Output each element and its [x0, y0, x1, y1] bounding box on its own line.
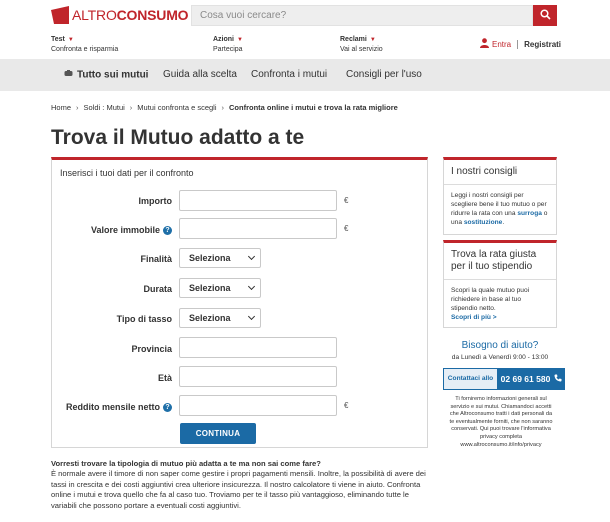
provincia-input[interactable]	[179, 337, 337, 358]
durata-label: Durata	[143, 284, 172, 294]
search-icon	[540, 9, 551, 22]
user-icon	[480, 38, 489, 50]
subnav-guida-alla-scelta[interactable]: Guida alla scelta	[163, 69, 237, 80]
consigli-card	[443, 157, 557, 235]
breadcrumb-separator: ›	[129, 103, 133, 112]
euro-symbol: €	[344, 224, 349, 233]
search-input[interactable]: Cosa vuoi cercare?	[191, 5, 533, 26]
form-intro: Inserisci i tuoi dati per il confronto	[60, 168, 194, 178]
chevron-down-icon	[248, 283, 255, 290]
valore-immobile-label: Valore immobile ?	[91, 225, 172, 235]
piggy-bank-icon	[64, 59, 73, 91]
consigli-title: I nostri consigli	[451, 166, 518, 177]
consigli-body: Leggi i nostri consigli per scegliere bene il tuo mutuo o per ridurre la rata con una surroga o una sostituzione.	[451, 192, 548, 226]
subnav-consigli-per-uso[interactable]: Consigli per l'uso	[346, 69, 422, 80]
mortgage-form	[51, 157, 428, 448]
importo-label: Importo	[138, 196, 172, 206]
breadcrumb-home[interactable]: Home	[51, 103, 72, 112]
importo-input[interactable]	[179, 190, 337, 211]
euro-symbol: €	[344, 401, 349, 410]
sostituzione-link[interactable]: sostituzione	[463, 219, 503, 226]
topnav-azioni[interactable]: Azioni ▼ Partecipa	[213, 36, 243, 53]
register-link[interactable]: Registrati	[524, 39, 562, 49]
privacy-note: Ti forniremo informazioni generali sul servizio e sui mutui. Chiamandoci accetti che Altroconsumo tratti i dati personali da te eventualmente forniti, che non saranno conservati. Qui puoi trovare l'informativa privacy completa www.altroconsumo.it/info/privacy	[449, 396, 553, 448]
rata-title: Trova la rata giusta per il tuo stipendio	[451, 249, 537, 272]
finalita-label: Finalità	[140, 254, 172, 264]
subnav-tutto-sui-mutui[interactable]: Tutto sui mutui	[64, 59, 148, 91]
breadcrumb-separator: ›	[221, 103, 225, 112]
info-text	[51, 459, 428, 511]
finalita-select[interactable]: Seleziona	[179, 248, 261, 268]
contact-button[interactable]: Contattaci allo	[443, 368, 498, 390]
subnav-confronta-i-mutui[interactable]: Confronta i mutui	[251, 69, 328, 80]
altroconsumo-logo[interactable]	[51, 5, 188, 25]
help-icon[interactable]: ?	[163, 226, 172, 235]
help-hours: da Lunedì a Venerdì 9:00 - 13:00	[451, 354, 549, 361]
login-link[interactable]: Entra	[492, 39, 512, 49]
divider	[517, 40, 518, 49]
surroga-link[interactable]: surroga	[517, 210, 542, 217]
logo-wordmark: ALTROCONSUMO	[72, 7, 189, 23]
provincia-label: Provincia	[131, 344, 172, 354]
help-title: Bisogno di aiuto?	[461, 340, 539, 351]
breadcrumb-separator: ›	[76, 103, 79, 112]
valore-immobile-input[interactable]	[179, 218, 337, 239]
phone-icon	[554, 374, 562, 384]
euro-symbol: €	[344, 196, 349, 205]
topnav-test[interactable]: Test ▼ Confronta e risparmia	[51, 36, 119, 53]
chevron-down-icon	[248, 313, 255, 320]
secondary-nav	[0, 59, 610, 91]
breadcrumb-mutui-confronta[interactable]: Mutui confronta e scegli	[137, 103, 217, 112]
continua-button[interactable]: CONTINUA	[180, 423, 256, 444]
reddito-label: Reddito mensile netto ?	[66, 402, 172, 412]
breadcrumb-current: Confronta online i mutui e trova la rata migliore	[229, 103, 398, 112]
rata-body: Scopri la quale mutuo puoi richiedere in base al tuo stipendio netto. Scopri di più >	[451, 287, 530, 321]
help-icon[interactable]: ?	[163, 403, 172, 412]
phone-button[interactable]: 02 69 61 580	[498, 368, 565, 390]
chevron-down-icon	[248, 253, 255, 260]
divider	[444, 184, 556, 185]
caret-down-icon: ▼	[67, 37, 74, 43]
account-links	[480, 38, 561, 50]
eta-label: Età	[157, 373, 172, 383]
tipo-tasso-select[interactable]: Seleziona	[179, 308, 261, 328]
durata-select[interactable]: Seleziona	[179, 278, 261, 298]
eta-input[interactable]	[179, 366, 337, 387]
divider	[444, 279, 556, 280]
info-body: È normale avere il timore di non saper come gestire i propri pagamenti mensili. Inoltre, la possibilità di avere dei tassi in crescita e dei costi aggiuntivi crea ulteriore insicurezza. Il nostro calcolatore ti viene in aiuto. Confronta online i mutui e trova quello che fa al caso tuo. Troviamo per te il tasso più vantaggioso, eliminando tutte le variabili che possono portare a eventuali costi aggiuntivi.	[51, 469, 426, 510]
caret-down-icon: ▼	[237, 37, 243, 43]
search-button[interactable]	[533, 5, 557, 26]
contact-row	[443, 368, 565, 390]
rata-card	[443, 240, 557, 328]
topnav-reclami[interactable]: Reclami ▼ Vai al servizio	[340, 36, 383, 53]
info-question: Vorresti trovare la tipologia di mutuo più adatta a te ma non sai come fare?	[51, 459, 321, 468]
tipo-tasso-label: Tipo di tasso	[116, 314, 172, 324]
breadcrumb	[51, 103, 398, 112]
page-title: Trova il Mutuo adatto a te	[51, 126, 305, 149]
scopri-link[interactable]: Scopri di più >	[451, 314, 497, 321]
logo-flag-icon	[51, 6, 69, 24]
caret-down-icon: ▼	[369, 37, 376, 43]
reddito-input[interactable]	[179, 395, 337, 416]
breadcrumb-soldi-mutui[interactable]: Soldi : Mutui	[83, 103, 125, 112]
